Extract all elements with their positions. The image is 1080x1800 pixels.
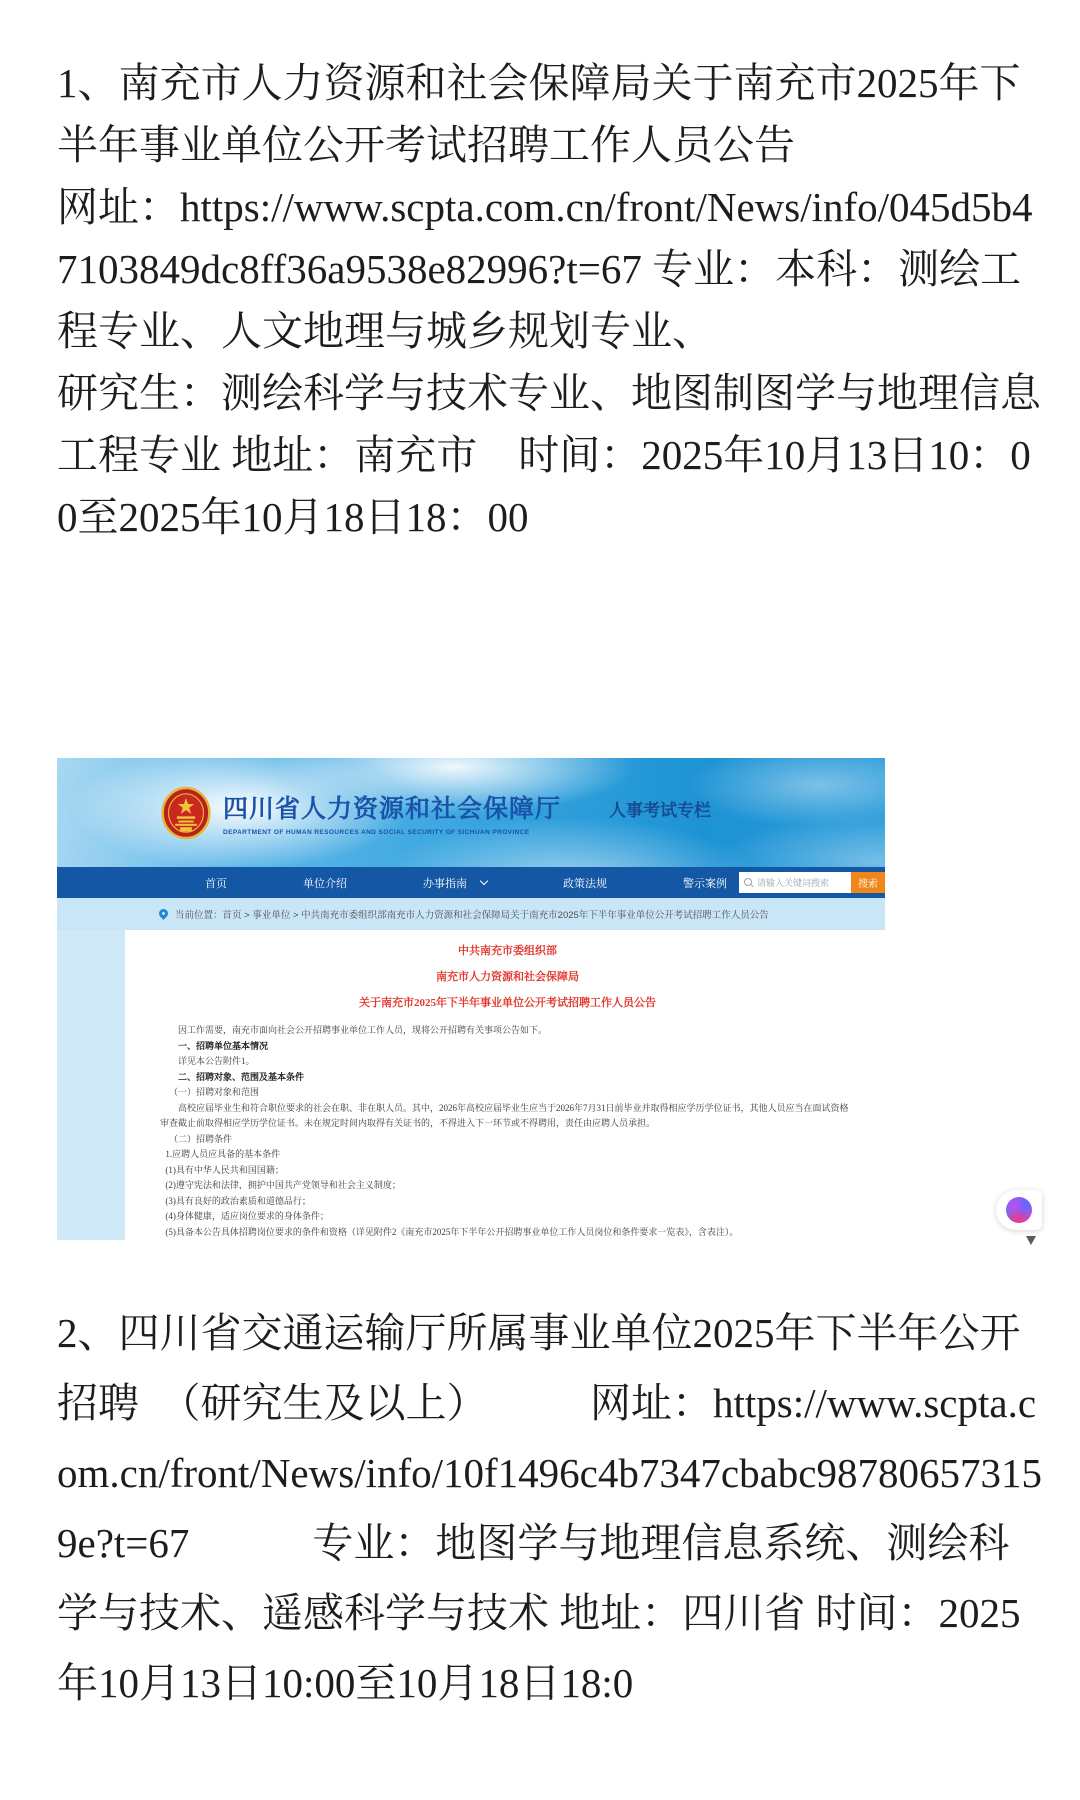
breadcrumb[interactable] xyxy=(57,898,885,930)
doc-paragraph: (2)遵守宪法和法律，拥护中国共产党领导和社会主义制度； xyxy=(165,1180,401,1190)
cursor-arrow-icon xyxy=(1026,1236,1036,1245)
search-icon xyxy=(744,878,752,886)
chevron-down-icon xyxy=(480,877,488,885)
search-bar xyxy=(739,872,885,893)
national-emblem-icon xyxy=(161,786,211,840)
doc-paragraph: 高校应届毕业生和符合职位要求的社会在职、非在职人员。其中，2026年高校应届毕业生应当于2026年7月31日前毕业并取得相应学历学位证书，其他人员应当在面试资格审查截止前取得相应学历学位证书。未在规定时间内取得有关证书的，不得进入下一环节或不得聘用，责任由应聘人员承担。 xyxy=(160,1102,849,1128)
doc-paragraph: (4)身体健康，适应岗位要求的身体条件； xyxy=(165,1211,329,1221)
site-header xyxy=(57,758,885,867)
nav-item-warning[interactable]: 警示案例 xyxy=(683,877,727,890)
item1-url-major: 网址：https://www.scpta.com.cn/front/News/info/045d5b47103849dc8ff36a9538e82996?t=67 专业：本科：测绘工程专业、人文地理与城乡规划专业、 xyxy=(57,184,1033,354)
site-title: 四川省人力资源和社会保障厅 xyxy=(223,796,562,823)
doc-paragraph: (3)具有良好的政治素质和道德品行； xyxy=(165,1195,311,1206)
doc-body xyxy=(160,1023,855,1240)
nav-item-home[interactable]: 首页 xyxy=(205,877,227,890)
doc-paragraph: (1)具有中华人民共和国国籍； xyxy=(165,1164,284,1175)
embedded-website-screenshot xyxy=(57,758,885,1240)
nav-item-guide[interactable]: 办事指南 xyxy=(423,875,487,891)
item1-grad-location-time: 研究生：测绘科学与技术专业、地图制图学与地理信息工程专业 地址：南充市 时间：2025年10月13日10：00至2025年10月18日18：00 xyxy=(57,370,1041,540)
doc-paragraph: 详见本公告附件1。 xyxy=(178,1056,255,1066)
search-input[interactable] xyxy=(739,872,851,893)
article-item-2 xyxy=(57,1298,1045,1718)
exam-column-label: 人事考试专栏 xyxy=(609,801,712,820)
site-brand xyxy=(223,789,561,836)
site-subtitle: DEPARTMENT OF HUMAN RESOURCES AND SOCIAL SECURITY OF SICHUAN PROVINCE xyxy=(223,829,530,836)
doc-heading: 二、招聘对象、范围及基本条件 xyxy=(178,1071,305,1082)
item1-title: 1、南充市人力资源和社会保障局关于南充市2025年下半年事业单位公开考试招聘工作人员公告 xyxy=(57,60,1021,168)
item2-text: 2、四川省交通运输厅所属事业单位2025年下半年公开招聘 （研究生及以上） 网址：https://www.scpta.com.cn/front/News/info/10f1496c4b7347cbabc987806573159e?t=67 专业：地图学与地理信息系统、测绘科学与技术、遥感科学与技术 地址：四川省 时间：2025年10月13日10:00至10月18日18:0 xyxy=(57,1310,1042,1706)
nav-item-about[interactable]: 单位介绍 xyxy=(303,877,347,890)
location-pin-icon xyxy=(157,907,170,920)
breadcrumb-text: 当前位置：首页 > 事业单位 > 中共南充市委组织部南充市人力资源和社会保障局关于南充市2025年下半年事业单位公开考试招聘工作人员公告 xyxy=(175,910,769,921)
doc-heading: 一、招聘单位基本情况 xyxy=(178,1040,269,1051)
doc-title-org2: 南充市人力资源和社会保障局 xyxy=(436,971,579,983)
doc-paragraph: （二）招聘条件 xyxy=(169,1133,233,1144)
doc-title-main: 关于南充市2025年下半年事业单位公开考试招聘工作人员公告 xyxy=(359,997,656,1009)
doc-paragraph: （一）招聘对象和范围 xyxy=(169,1087,260,1097)
nav-item-policy[interactable]: 政策法规 xyxy=(563,877,607,890)
article-item-1 xyxy=(57,52,1045,548)
doc-paragraph: 因工作需要，南充市面向社会公开招聘事业单位工作人员，现将公开招聘有关事项公告如下。 xyxy=(178,1025,548,1035)
assistant-orb-icon xyxy=(1006,1197,1032,1223)
main-nav xyxy=(57,867,885,898)
doc-title-org1: 中共南充市委组织部 xyxy=(458,945,557,957)
doc-paragraph: (5)具备本公告具体招聘岗位要求的条件和资格（详见附件2《南充市2025年下半年公开招聘事业单位工作人员岗位和条件要求一览表》，含表注）。 xyxy=(165,1226,739,1237)
assistant-widget-button[interactable] xyxy=(996,1190,1042,1230)
search-button[interactable]: 搜索 xyxy=(851,872,885,893)
doc-paragraph: 1.应聘人员应具备的基本条件 xyxy=(165,1149,281,1159)
announcement-document xyxy=(125,930,885,1240)
content-area xyxy=(57,930,885,1240)
